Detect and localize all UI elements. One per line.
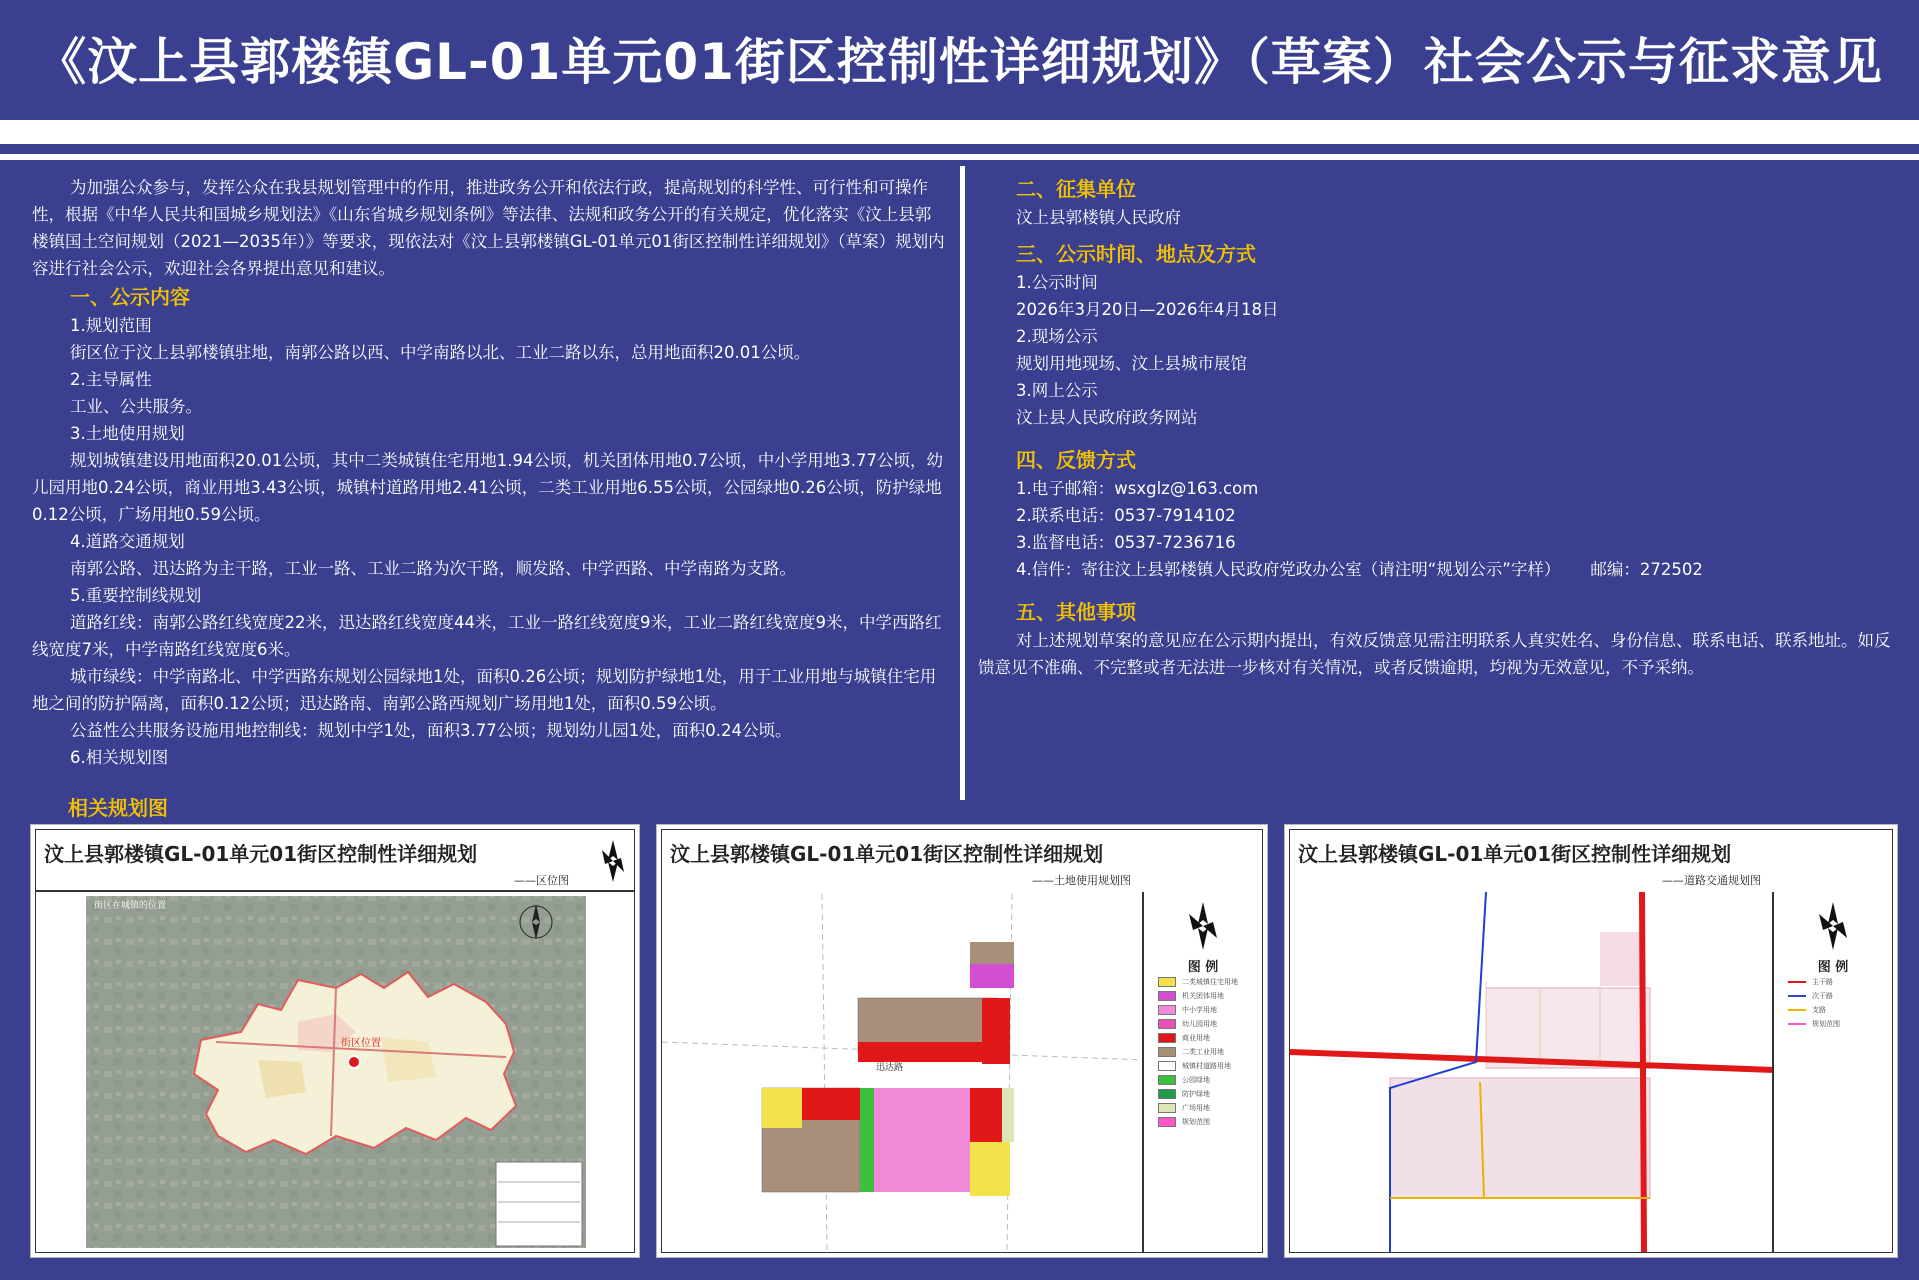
map-title: 汶上县郭楼镇GL-01单元01街区控制性详细规划 [1298, 842, 1732, 866]
legend-label: 二类工业用地 [1182, 1048, 1224, 1056]
legend-item [1144, 975, 1262, 989]
legend-label: 幼儿园用地 [1182, 1020, 1217, 1028]
header-stripe-white [0, 120, 1919, 144]
header-banner [0, 0, 1919, 120]
inset-table [496, 1162, 582, 1246]
road-legend [1772, 892, 1892, 1252]
legend-item [1144, 1017, 1262, 1031]
item-text: 规划城镇建设用地面积20.01公顷，其中二类城镇住宅用地1.94公顷，机关团体用地0.7公顷，中小学用地3.77公顷，幼儿园用地0.24公顷，商业用地3.43公顷，城镇村道路用地2.41公顷，二类工业用地6.55公顷，公园绿地0.26公顷，防护绿地0.12公顷，广场用地0.59公顷。 [32, 451, 943, 524]
north-arrow-icon [1813, 898, 1853, 954]
legend-swatch [1788, 1023, 1806, 1025]
legend-label: 广场用地 [1182, 1104, 1210, 1112]
legend-item [1144, 1031, 1262, 1045]
section-heading-time-place: 三、公示时间、地点及方式 [1016, 242, 1256, 266]
legend-swatch [1158, 1033, 1176, 1043]
legend-item [1774, 989, 1892, 1003]
legend-swatch [1158, 1019, 1176, 1029]
legend-swatch [1788, 981, 1806, 983]
item-title: 5.重要控制线规划 [70, 586, 202, 605]
legend-swatch [1158, 977, 1176, 987]
map-title: 汶上县郭楼镇GL-01单元01街区控制性详细规划 [670, 842, 1104, 866]
item-text: 公益性公共服务设施用地控制线：规划中学1处，面积3.77公顷；规划幼儿园1处，面积0.24公顷。 [70, 721, 792, 740]
feedback-postcode: 邮编：272502 [1590, 560, 1703, 579]
collecting-unit-text: 汶上县郭楼镇人民政府 [1016, 208, 1181, 227]
map-panel-land-use [656, 824, 1268, 1258]
section-heading-feedback: 四、反馈方式 [1016, 448, 1136, 472]
legend-item [1144, 989, 1262, 1003]
legend-item [1774, 975, 1892, 989]
map-subtitle: ——区位图 [514, 874, 569, 887]
legend-label: 支路 [1812, 1006, 1826, 1014]
legend-swatch [1158, 1103, 1176, 1113]
legend-label: 机关团体用地 [1182, 992, 1224, 1000]
item-title: 3.网上公示 [1016, 381, 1098, 400]
legend-item [1144, 1059, 1262, 1073]
item-title: 2.现场公示 [1016, 327, 1098, 346]
item-text: 2026年3月20日—2026年4月18日 [1016, 300, 1279, 319]
legend-swatch [1158, 1117, 1176, 1127]
feedback-phone: 2.联系电话：0537-7914102 [1016, 506, 1236, 525]
legend-label: 公园绿地 [1182, 1076, 1210, 1084]
header-stripe-blue [0, 144, 1919, 154]
legend-title: 图 例 [1817, 960, 1849, 975]
legend-swatch [1788, 995, 1806, 997]
item-text: 汶上县人民政府政务网站 [1016, 408, 1198, 427]
legend-item [1774, 1003, 1892, 1017]
legend-swatch [1158, 1089, 1176, 1099]
legend-title: 图 例 [1187, 960, 1219, 975]
page-title: 《汶上县郭楼镇GL-01单元01街区控制性详细规划》（草案）社会公示与征求意见 [36, 33, 1883, 91]
item-text: 规划用地现场、汶上县城市展馆 [1016, 354, 1247, 373]
legend-swatch [1788, 1009, 1806, 1011]
north-arrow-icon [1183, 898, 1223, 954]
map-panel-road-traffic [1284, 824, 1898, 1258]
right-column [978, 174, 1898, 681]
item-title: 2.主导属性 [70, 370, 152, 389]
legend-label: 中小学用地 [1182, 1006, 1217, 1014]
inset-label: 街区在城镇的位置 [94, 901, 167, 911]
section-heading-collecting-unit: 二、征集单位 [1016, 177, 1136, 201]
left-column [32, 174, 946, 771]
legend-swatch [1158, 1075, 1176, 1085]
item-text: 工业、公共服务。 [70, 397, 202, 416]
item-text: 城市绿线：中学南路北、中学西路东规划公园绿地1处，面积0.26公顷；规划防护绿地1处，用于工业用地与城镇住宅用地之间的防护隔离，面积0.12公顷；迅达路南、南郭公路西规划广场用地1处，面积0.59公顷。 [32, 667, 937, 713]
legend-label: 规划范围 [1812, 1020, 1840, 1028]
item-title: 3.土地使用规划 [70, 424, 185, 443]
legend-item [1144, 1073, 1262, 1087]
section-heading-other: 五、其他事项 [1016, 600, 1136, 624]
intro-paragraph: 为加强公众参与，发挥公众在我县规划管理中的作用，推进政务公开和依法行政，提高规划的科学性、可行性和可操作性，根据《中华人民共和国城乡规划法》《山东省城乡规划条例》等法律、法规和政务公开的有关规定，优化落实《汶上县郭楼镇国土空间规划（2021—2035年）》等要求，现依法对《汶上县郭楼镇GL-01单元01街区控制性详细规划》（草案）规划内容进行社会公示，欢迎社会各界提出意见和建议。 [32, 178, 945, 278]
legend-label: 次干路 [1812, 992, 1833, 1000]
header-stripe-white-thin [0, 154, 1919, 160]
legend-swatch [1158, 1005, 1176, 1015]
block-location-marker [348, 1056, 360, 1068]
map-subtitle: ——道路交通规划图 [1662, 874, 1761, 887]
legend-item [1144, 1115, 1262, 1129]
land-use-legend [1142, 892, 1262, 1252]
item-title: 6.相关规划图 [70, 748, 169, 767]
item-text: 南郭公路、迅达路为主干路，工业一路、工业二路为次干路，顺发路、中学西路、中学南路为支路。 [70, 559, 796, 578]
location-map [36, 892, 634, 1252]
maps-heading: 相关规划图 [68, 796, 168, 820]
road-traffic-map [1290, 892, 1774, 1252]
legend-label: 城镇村道路用地 [1182, 1062, 1231, 1070]
item-title: 1.规划范围 [70, 316, 152, 335]
map-title: 汶上县郭楼镇GL-01单元01街区控制性详细规划 [44, 842, 478, 866]
feedback-letter [978, 556, 1898, 583]
item-title: 1.公示时间 [1016, 273, 1098, 292]
item-title: 4.道路交通规划 [70, 532, 185, 551]
legend-label: 二类城镇住宅用地 [1182, 978, 1238, 986]
map-panel-location [30, 824, 640, 1258]
legend-item [1774, 1017, 1892, 1031]
marker-label: 街区位置 [341, 1038, 381, 1049]
legend-label: 防护绿地 [1182, 1090, 1210, 1098]
feedback-letter-text: 4.信件：寄往汶上县郭楼镇人民政府党政办公室（请注明“规划公示”字样） [1016, 560, 1561, 579]
section-heading-publicity-content: 一、公示内容 [70, 285, 190, 309]
legend-label: 商业用地 [1182, 1034, 1210, 1042]
legend-item [1144, 1003, 1262, 1017]
legend-label: 主干路 [1812, 978, 1833, 986]
item-text: 街区位于汶上县郭楼镇驻地，南郭公路以西、中学南路以北、工业二路以东，总用地面积20.01公顷。 [70, 343, 811, 362]
map-subtitle: ——土地使用规划图 [1032, 874, 1131, 887]
feedback-supervision-phone: 3.监督电话：0537-7236716 [1016, 533, 1236, 552]
legend-swatch [1158, 1047, 1176, 1057]
column-divider [960, 166, 965, 800]
road-label: 迅达路 [876, 1063, 904, 1073]
legend-label: 规划范围 [1182, 1118, 1210, 1126]
land-use-map [662, 892, 1146, 1252]
feedback-email: 1.电子邮箱：wsxglz@163.com [1016, 479, 1259, 498]
legend-swatch [1158, 991, 1176, 1001]
legend-item [1144, 1087, 1262, 1101]
item-text: 道路红线：南郭公路红线宽度22米，迅达路红线宽度44米，工业一路红线宽度9米，工业二路红线宽度9米，中学西路红线宽度7米，中学南路红线宽度6米。 [32, 613, 942, 659]
legend-swatch [1158, 1061, 1176, 1071]
legend-item [1144, 1101, 1262, 1115]
north-arrow-icon [596, 836, 630, 886]
other-matters-text: 对上述规划草案的意见应在公示期内提出，有效反馈意见需注明联系人真实姓名、身份信息、联系电话、联系地址。如反馈意见不准确、不完整或者无法进一步核对有关情况，或者反馈逾期，均视为无效意见，不予采纳。 [978, 631, 1891, 677]
legend-item [1144, 1045, 1262, 1059]
